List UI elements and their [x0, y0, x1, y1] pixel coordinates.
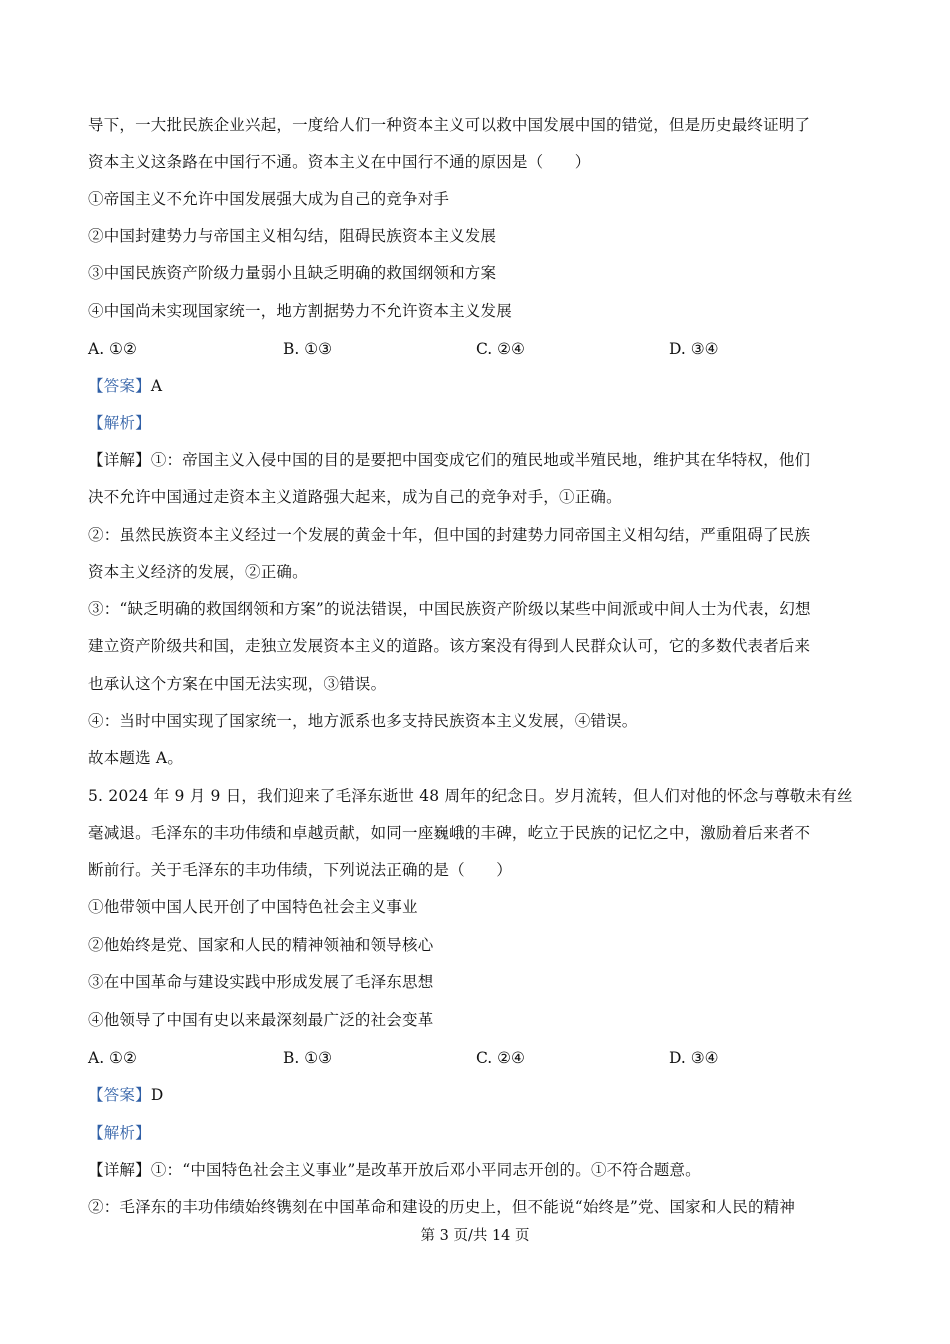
answer-label: 【答案】: [88, 377, 151, 395]
question-statement-2: ②中国封建势力与帝国主义相勾结，阻碍民族资本主义发展: [88, 227, 497, 245]
detail-text: ①：帝国主义入侵中国的目的是要把中国变成它们的殖民地或半殖民地，维护其在华特权，他们: [150, 451, 811, 469]
detail-line: 建立资产阶级共和国，走独立发展资本主义的道路。该方案没有得到人民群众认可，它的多数代表者后来: [88, 637, 811, 655]
question-text-line: 导下，一大批民族企业兴起，一度给人们一种资本主义可以救中国发展中国的错觉，但是历史最终证明了: [88, 116, 811, 134]
detail-line: 决不允许中国通过走资本主义道路强大起来，成为自己的竞争对手，①正确。: [88, 488, 622, 506]
answer-line: [88, 1085, 163, 1105]
question-statement-3: ③中国民族资产阶级力量弱小且缺乏明确的救国纲领和方案: [88, 264, 497, 282]
conclusion-line: 故本题选 A。: [88, 749, 184, 767]
detail-line: 资本主义经济的发展，②正确。: [88, 563, 308, 581]
analysis-label: 【解析】: [88, 414, 151, 432]
question-text-line: 资本主义这条路在中国行不通。资本主义在中国行不通的原因是（ ）: [88, 153, 591, 171]
detail-line: 也承认这个方案在中国无法实现，③错误。: [88, 675, 387, 693]
option-b: B. ①③: [283, 1049, 333, 1067]
detail-line: [88, 1160, 701, 1180]
detail-text: ①：“中国特色社会主义事业”是改革开放后邓小平同志开创的。①不符合题意。: [150, 1161, 701, 1179]
question-statement-1: ①他带领中国人民开创了中国特色社会主义事业: [88, 898, 418, 916]
detail-line: [88, 450, 810, 470]
answer-options: [88, 339, 868, 359]
question-text-line: 断前行。关于毛泽东的丰功伟绩，下列说法正确的是（ ）: [88, 861, 512, 879]
page-footer: 第 3 页/共 14 页: [420, 1228, 530, 1244]
answer-label: 【答案】: [88, 1086, 151, 1104]
option-a: A. ①②: [88, 340, 137, 358]
answer-options: [88, 1048, 868, 1068]
question-statement-3: ③在中国革命与建设实践中形成发展了毛泽东思想: [88, 973, 434, 991]
option-d: D. ③④: [669, 1049, 719, 1067]
question-statement-4: ④他领导了中国有史以来最深刻最广泛的社会变革: [88, 1011, 434, 1029]
detail-line: ④：当时中国实现了国家统一，地方派系也多支持民族资本主义发展，④错误。: [88, 712, 638, 730]
question-statement-4: ④中国尚未实现国家统一，地方割据势力不允许资本主义发展: [88, 302, 512, 320]
option-c: C. ②④: [476, 1049, 525, 1067]
question-text-line: 5. 2024 年 9 月 9 日，我们迎来了毛泽东逝世 48 周年的纪念日。岁月流转，但人们对他的怀念与尊敬未有丝: [88, 787, 853, 805]
option-a: A. ①②: [88, 1049, 137, 1067]
detail-line: ②：虽然民族资本主义经过一个发展的黄金十年，但中国的封建势力同帝国主义相勾结，严重阻碍了民族: [88, 526, 811, 544]
question-statement-2: ②他始终是党、国家和人民的精神领袖和领导核心: [88, 936, 434, 954]
detail-label: 【详解】: [88, 1161, 151, 1179]
answer-value: A: [150, 377, 163, 395]
detail-line: ③：“缺乏明确的救国纲领和方案”的说法错误，中国民族资产阶级以某些中间派或中间人士为代表，幻想: [88, 600, 811, 618]
detail-label: 【详解】: [88, 451, 151, 469]
question-text-line: 毫减退。毛泽东的丰功伟绩和卓越贡献，如同一座巍峨的丰碑，屹立于民族的记忆之中，激励着后来者不: [88, 824, 811, 842]
option-b: B. ①③: [283, 340, 333, 358]
detail-line: ②：毛泽东的丰功伟绩始终镌刻在中国革命和建设的历史上，但不能说“始终是”党、国家和人民的精神: [88, 1198, 796, 1216]
question-statement-1: ①帝国主义不允许中国发展强大成为自己的竞争对手: [88, 190, 450, 208]
analysis-label: 【解析】: [88, 1124, 151, 1142]
option-c: C. ②④: [476, 340, 525, 358]
answer-line: [88, 376, 162, 396]
answer-value: D: [150, 1086, 164, 1104]
option-d: D. ③④: [669, 340, 719, 358]
